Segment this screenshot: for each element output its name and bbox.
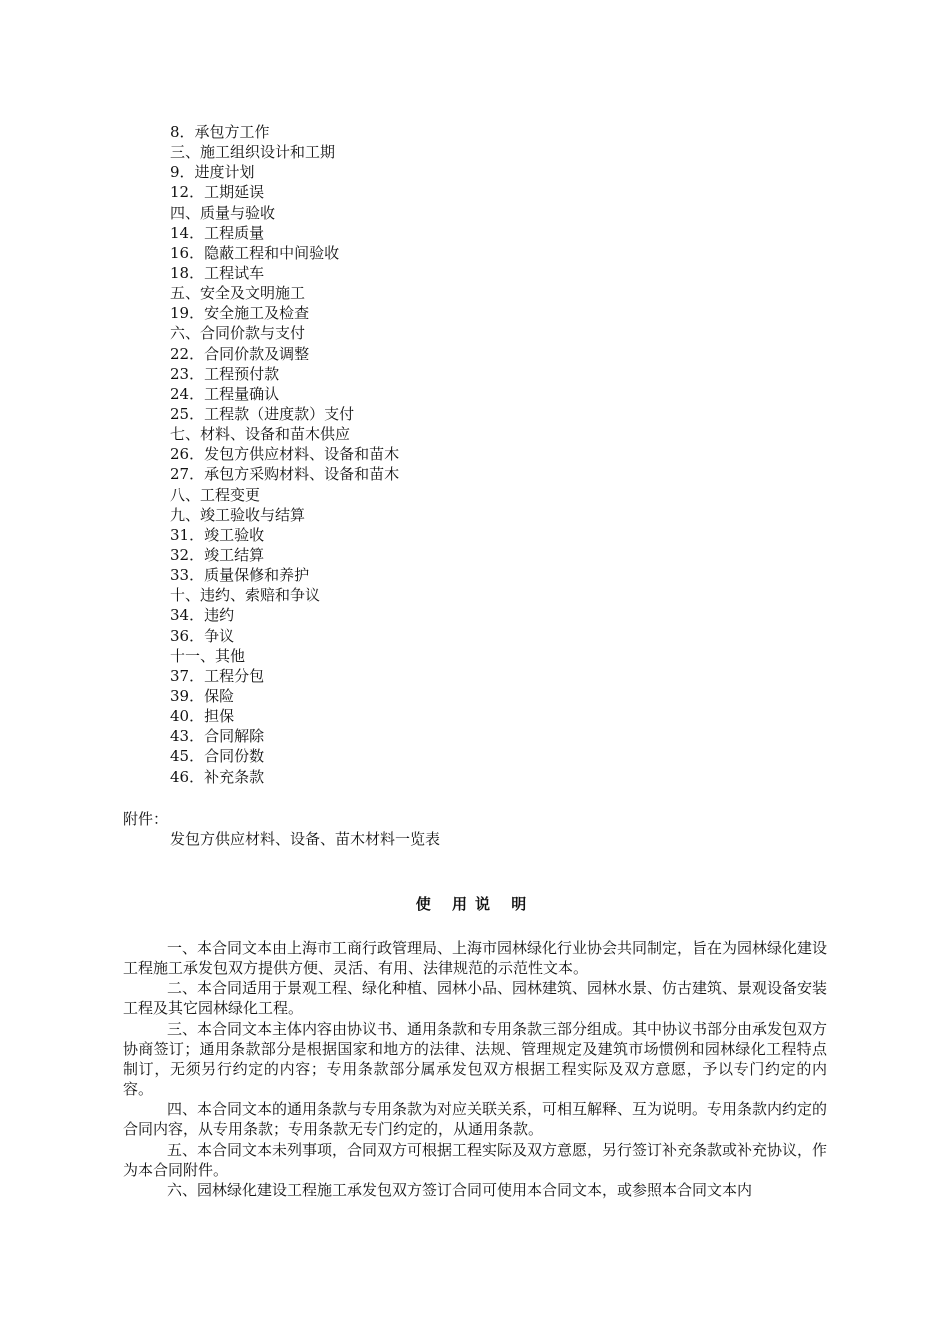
toc-item: 18．工程试车 — [170, 263, 265, 282]
instructions-paragraph: 一、本合同文本由上海市工商行政管理局、上海市园林绿化行业协会共同制定，旨在为园林绿化建设工程施工承发包双方提供方便、灵活、有用、法律规范的示范性文本。 — [123, 939, 828, 978]
toc-item: 16．隐蔽工程和中间验收 — [170, 243, 340, 262]
attachment-label: 附件： — [123, 810, 169, 828]
toc-item: 六、合同价款与支付 — [170, 324, 306, 343]
toc-item: 24．工程量确认 — [170, 384, 280, 403]
toc-item: 36．争议 — [170, 626, 235, 645]
instructions-paragraph: 三、本合同文本主体内容由协议书、通用条款和专用条款三部分组成。其中协议书部分由承发包双方协商签订；通用条款部分是根据国家和地方的法律、法规、管理规定及建筑市场惯例和园林绿化工程特点制订，无须另行约定的内容；专用条款部分属承发包双方根据工程实际及双方意愿，予以专门约定的内容。 — [123, 1019, 828, 1099]
toc-item: 8．承包方工作 — [170, 123, 270, 141]
toc-item: 46．补充条款 — [170, 767, 265, 786]
toc-item: 五、安全及文明施工 — [170, 284, 306, 303]
toc-item: 十、违约、索赔和争议 — [170, 586, 321, 605]
toc-item: 34．违约 — [170, 606, 235, 625]
toc-item: 三、施工组织设计和工期 — [170, 143, 336, 162]
toc-item: 26．发包方供应材料、设备和苗木 — [170, 445, 400, 464]
toc-item: 22．合同价款及调整 — [170, 344, 310, 363]
toc-item: 25．工程款（进度款）支付 — [170, 404, 355, 423]
toc-item: 12．工期延误 — [170, 183, 265, 202]
instructions-paragraph: 六、园林绿化建设工程施工承发包双方签订合同可使用本合同文本，或参照本合同文本内 — [167, 1180, 753, 1199]
toc-item: 9．进度计划 — [170, 163, 255, 182]
toc-item: 四、质量与验收 — [170, 203, 276, 222]
toc-item: 八、工程变更 — [170, 485, 261, 504]
instructions-body — [123, 938, 827, 1200]
toc-item: 七、材料、设备和苗木供应 — [170, 425, 351, 444]
toc-item: 31．竣工验收 — [170, 525, 265, 544]
table-of-contents — [170, 122, 399, 787]
attachment-item: 发包方供应材料、设备、苗木材料一览表 — [170, 830, 441, 848]
toc-item: 45．合同份数 — [170, 747, 265, 766]
toc-item: 十一、其他 — [170, 646, 246, 665]
instructions-paragraph: 五、本合同文本未列事项，合同双方可根据工程实际及双方意愿，另行签订补充条款或补充协议，作为本合同附件。 — [123, 1140, 828, 1179]
toc-item: 14．工程质量 — [170, 223, 265, 242]
toc-item: 39．保险 — [170, 686, 235, 705]
toc-item: 43．合同解除 — [170, 727, 265, 746]
toc-item: 23．工程预付款 — [170, 364, 280, 383]
instructions-paragraph: 二、本合同适用于景观工程、绿化种植、园林小品、园林建筑、园林水景、仿古建筑、景观设备安装工程及其它园林绿化工程。 — [123, 979, 828, 1018]
toc-item: 九、竣工验收与结算 — [170, 505, 306, 524]
toc-item: 32．竣工结算 — [170, 545, 265, 564]
instructions-paragraph: 四、本合同文本的通用条款与专用条款为对应关联关系，可相互解释、互为说明。专用条款内约定的合同内容，从专用条款；专用条款无专门约定的，从通用条款。 — [123, 1100, 828, 1139]
toc-item: 27．承包方采购材料、设备和苗木 — [170, 465, 400, 484]
toc-item: 37．工程分包 — [170, 666, 265, 685]
toc-item: 19．安全施工及检查 — [170, 304, 310, 323]
toc-item: 40．担保 — [170, 707, 235, 726]
instructions-title: 使 用说 明 — [415, 895, 535, 913]
toc-item: 33．质量保修和养护 — [170, 566, 310, 585]
